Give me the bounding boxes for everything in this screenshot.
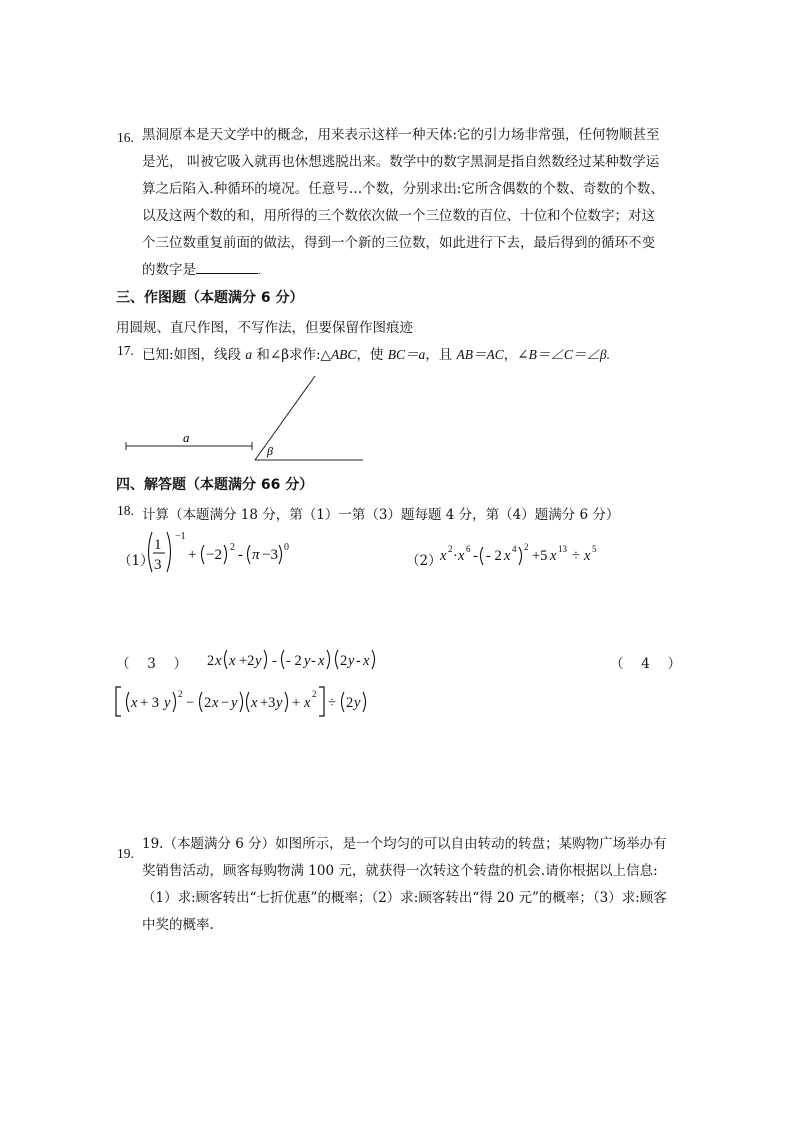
section-3-instruction: 用圆规、直尺作图，不写作法，但要保留作图痕迹 bbox=[116, 320, 413, 336]
question-16-number: 16. bbox=[117, 130, 134, 145]
part-1-label: （1） bbox=[118, 553, 154, 569]
q17-text-c: ，使 bbox=[356, 347, 388, 363]
section-4-heading: 四、解答题（本题满分 66 分） bbox=[116, 477, 314, 493]
svg-text:x: x bbox=[229, 653, 236, 669]
q16-last-text: 的数字是 bbox=[142, 262, 196, 278]
svg-text:x: x bbox=[440, 548, 447, 564]
q17-cond-ab: AB＝AC bbox=[456, 347, 504, 362]
svg-text:+: + bbox=[292, 695, 301, 711]
svg-text:y: y bbox=[164, 695, 171, 711]
svg-text:-: - bbox=[238, 547, 243, 563]
svg-text:2: 2 bbox=[448, 544, 453, 554]
svg-text:x: x bbox=[304, 695, 311, 711]
svg-text:-: - bbox=[356, 653, 361, 669]
angle-beta-label: β bbox=[267, 444, 273, 458]
part-3-label: （ 3 ） bbox=[116, 656, 188, 672]
q19-line-3: （1）求:顾客转出“七折优惠”的概率；（2）求:顾客转出“得 20 元”的概率；（3）求:顾客 bbox=[142, 890, 667, 906]
answer-blank[interactable] bbox=[196, 259, 258, 274]
svg-text:+: + bbox=[188, 547, 197, 563]
expression-2 bbox=[438, 538, 608, 572]
q19-line-4: 中奖的概率. bbox=[142, 917, 214, 933]
part-2-label: （2） bbox=[406, 553, 442, 569]
svg-text:0: 0 bbox=[284, 542, 289, 553]
svg-text:13: 13 bbox=[558, 544, 567, 554]
svg-text:x: x bbox=[318, 653, 325, 669]
q19-line-2: 奖销售活动，顾客每购物满 100 元，就获得一次转这个转盘的机会.请你根据以上信息: bbox=[142, 863, 658, 879]
q17-cond-angles: B＝∠C＝∠β. bbox=[528, 347, 610, 362]
svg-text:2: 2 bbox=[346, 695, 354, 711]
q16-line-3: 算之后陷入.种循环的境况。任意号…个数，分别求出:它所含偶数的个数、奇数的个数、 bbox=[142, 181, 664, 197]
q16-line-5: 个三位数重复前面的做法，得到一个新的三位数，如此进行下去，最后得到的循环不变 bbox=[142, 235, 655, 251]
svg-text:2: 2 bbox=[178, 689, 183, 699]
expression-4 bbox=[112, 684, 402, 720]
q17-text-e: ，∠ bbox=[503, 347, 529, 363]
svg-text:- 2: - 2 bbox=[486, 548, 502, 564]
svg-text:+ 3: + 3 bbox=[140, 695, 160, 711]
svg-text:2: 2 bbox=[230, 542, 235, 553]
svg-text:-: - bbox=[272, 653, 277, 669]
angle-side-ray bbox=[255, 376, 315, 460]
svg-text:x: x bbox=[251, 695, 258, 711]
question-19-text bbox=[142, 831, 667, 939]
svg-text:y: y bbox=[276, 695, 283, 711]
svg-text:x: x bbox=[458, 548, 465, 564]
svg-text:3: 3 bbox=[154, 557, 162, 573]
svg-text:÷: ÷ bbox=[328, 695, 336, 711]
svg-text:2: 2 bbox=[340, 653, 348, 669]
q16-line-4: 以及这两个数的和，用所得的三个数依次做一个三位数的百位、十位和个位数字；对这 bbox=[142, 208, 655, 224]
svg-text:1: 1 bbox=[154, 537, 162, 553]
question-17-text bbox=[142, 343, 610, 363]
svg-text:+2: +2 bbox=[239, 653, 255, 669]
svg-text:−: − bbox=[221, 695, 230, 711]
svg-text:y: y bbox=[354, 695, 361, 711]
svg-text:x: x bbox=[212, 695, 219, 711]
svg-text:y: y bbox=[255, 653, 262, 669]
svg-text:−1: −1 bbox=[175, 531, 186, 542]
svg-text:2: 2 bbox=[524, 542, 529, 552]
svg-text:2: 2 bbox=[312, 689, 317, 699]
svg-text:x: x bbox=[215, 653, 222, 669]
section-3-heading: 三、作图题（本题满分 6 分） bbox=[116, 290, 304, 306]
svg-text:2: 2 bbox=[207, 653, 215, 669]
svg-text:x: x bbox=[363, 653, 370, 669]
svg-text:-: - bbox=[473, 548, 478, 564]
svg-text:x: x bbox=[550, 548, 557, 564]
svg-text:x: x bbox=[131, 695, 138, 711]
expression-1 bbox=[144, 528, 294, 578]
svg-text:−: − bbox=[186, 695, 195, 711]
svg-text:−2: −2 bbox=[206, 547, 222, 563]
svg-text:2: 2 bbox=[204, 695, 212, 711]
segment-and-angle-figure bbox=[120, 372, 370, 467]
svg-text:+3: +3 bbox=[260, 695, 276, 711]
svg-text:π: π bbox=[252, 547, 260, 563]
question-18-text: 计算（本题满分 18 分，第（1）一第（3）题每题 4 分，第（4）题满分 6 分） bbox=[142, 507, 620, 523]
q17-text-a: 已知:如图，线段 bbox=[142, 347, 246, 363]
part-4-label: （ 4 ） bbox=[610, 656, 682, 672]
svg-text:- 2: - 2 bbox=[286, 653, 302, 669]
svg-text:y: y bbox=[304, 653, 311, 669]
svg-text:x: x bbox=[504, 548, 511, 564]
q17-cond-bc: BC＝a bbox=[387, 347, 426, 362]
svg-text:+5: +5 bbox=[532, 548, 548, 564]
q16-line-2: 是光， 叫被它吸入就再也休想逃脱出来。数学中的数字黑洞是指自然数经过某种数学运 bbox=[142, 154, 660, 170]
question-19-number: 19. bbox=[117, 846, 134, 861]
segment-a-label: a bbox=[183, 430, 190, 445]
svg-text:−3: −3 bbox=[262, 547, 278, 563]
question-18-number: 18. bbox=[117, 503, 134, 518]
svg-text:x: x bbox=[584, 548, 591, 564]
question-17-number: 17. bbox=[117, 343, 134, 358]
q16-line-1: 黑洞原本是天文学中的概念，用来表示这样一种天体:它的引力场非常强，任何物顺甚至 bbox=[142, 127, 660, 143]
svg-text:÷: ÷ bbox=[572, 548, 580, 564]
svg-text:y: y bbox=[348, 653, 355, 669]
q16-line-6 bbox=[142, 257, 664, 286]
svg-text:-: - bbox=[311, 653, 316, 669]
svg-text:6: 6 bbox=[466, 544, 471, 554]
q17-text-b: 和∠β求作:△ bbox=[252, 347, 331, 363]
q17-var-a: a bbox=[245, 347, 253, 362]
svg-text:4: 4 bbox=[512, 544, 517, 554]
q19-line-1: 19.（本题满分 6 分）如图所示，是一个均匀的可以自由转动的转盘；某购物广场举办有 bbox=[142, 836, 667, 852]
question-16-text bbox=[142, 122, 664, 286]
svg-text:y: y bbox=[231, 695, 238, 711]
svg-text:·: · bbox=[453, 548, 458, 564]
q17-var-abc: ABC bbox=[330, 347, 357, 362]
q17-text-d: ，且 bbox=[425, 347, 457, 363]
q16-last-end: . bbox=[258, 267, 261, 277]
svg-text:5: 5 bbox=[592, 544, 597, 554]
expression-3 bbox=[205, 645, 405, 675]
